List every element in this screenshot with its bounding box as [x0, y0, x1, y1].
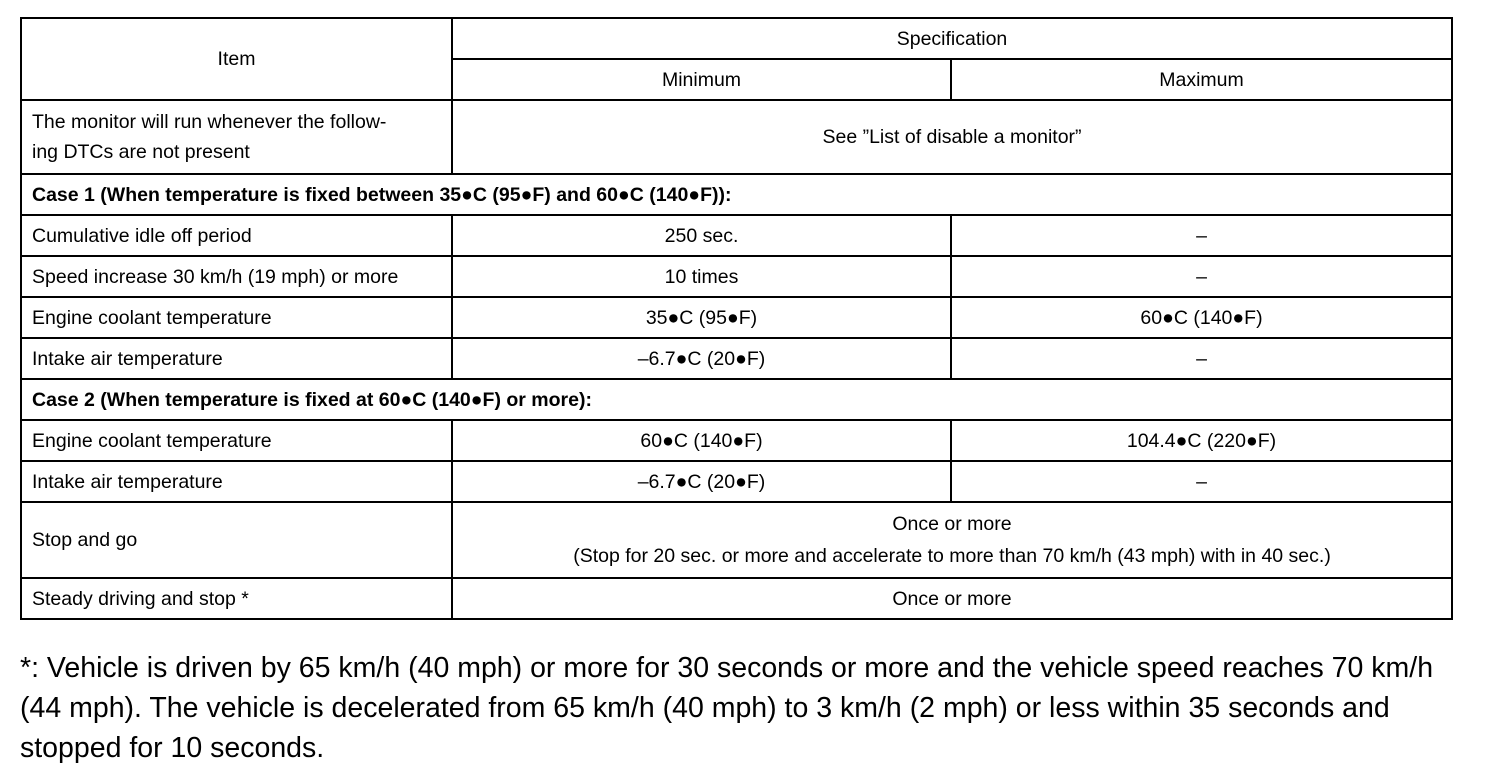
table-row-stop-and-go [21, 502, 1452, 578]
table-row-steady-driving [21, 578, 1452, 619]
item-cell [21, 100, 452, 174]
item-cell: Steady driving and stop * [21, 578, 452, 619]
item-cell: Engine coolant temperature [21, 420, 452, 461]
case1-title: Case 1 (When temperature is fixed between 35●C (95●F) and 60●C (140●F)): [21, 174, 1452, 215]
table-row [21, 215, 1452, 256]
table-row [21, 420, 1452, 461]
specification-table [20, 17, 1453, 620]
table-row [21, 338, 1452, 379]
min-cell: –6.7●C (20●F) [452, 461, 951, 502]
table-row [21, 297, 1452, 338]
spec-line: Once or more [892, 513, 1012, 535]
header-minimum: Minimum [452, 59, 951, 100]
item-cell: Speed increase 30 km/h (19 mph) or more [21, 256, 452, 297]
item-cell: Stop and go [21, 502, 452, 578]
table-row-monitor [21, 100, 1452, 174]
min-cell: 35●C (95●F) [452, 297, 951, 338]
min-cell: 250 sec. [452, 215, 951, 256]
table-row [21, 461, 1452, 502]
table-row [21, 256, 1452, 297]
min-cell: 10 times [452, 256, 951, 297]
max-cell: – [951, 215, 1452, 256]
spec-line: (Stop for 20 sec. or more and accelerate to more than 70 km/h (43 mph) with in 40 sec.) [573, 545, 1331, 567]
header-item: Item [21, 18, 452, 100]
item-cell: Cumulative idle off period [21, 215, 452, 256]
case-header-row [21, 174, 1452, 215]
item-cell: Intake air temperature [21, 338, 452, 379]
max-cell: 104.4●C (220●F) [951, 420, 1452, 461]
max-cell: – [951, 256, 1452, 297]
header-maximum: Maximum [951, 59, 1452, 100]
spec-cell: See ”List of disable a monitor” [452, 100, 1452, 174]
min-cell: –6.7●C (20●F) [452, 338, 951, 379]
footnote: *: Vehicle is driven by 65 km/h (40 mph) or more for 30 seconds or more and the vehicle speed reaches 70 km/h (44 mph). The vehicle is decelerated from 65 km/h (40 mph) to 3 km/h (2 mph) or less within 35 seconds and stopped for 10 seconds. [20, 652, 1434, 764]
max-cell: – [951, 461, 1452, 502]
max-cell: 60●C (140●F) [951, 297, 1452, 338]
min-cell: 60●C (140●F) [452, 420, 951, 461]
item-line: The monitor will run whenever the follow- [32, 111, 387, 133]
item-cell: Intake air temperature [21, 461, 452, 502]
max-cell: – [951, 338, 1452, 379]
case2-title: Case 2 (When temperature is fixed at 60●C (140●F) or more): [21, 379, 1452, 420]
item-line: ing DTCs are not present [32, 141, 250, 163]
header-row [21, 18, 1452, 59]
spec-cell: Once or more [452, 578, 1452, 619]
case-header-row [21, 379, 1452, 420]
item-cell: Engine coolant temperature [21, 297, 452, 338]
header-specification: Specification [452, 18, 1452, 59]
spec-cell [452, 502, 1452, 578]
